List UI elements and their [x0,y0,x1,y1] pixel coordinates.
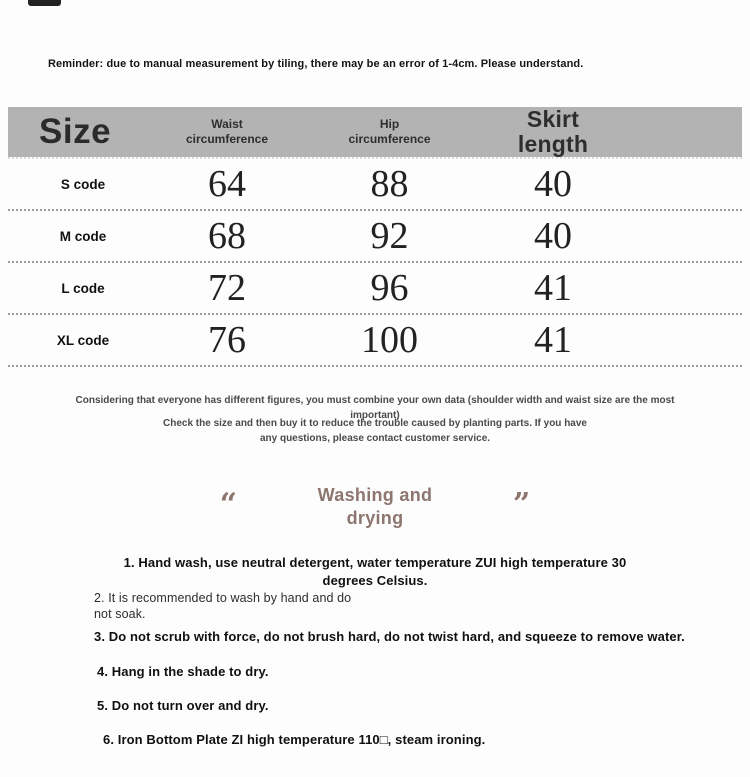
size-table [8,107,742,367]
table-row-s [8,159,742,211]
skirt-value: 41 [534,267,572,309]
washing-item-3: 3. Do not scrub with force, do not brush hard, do not twist hard, and squeeze to remove water. [94,629,685,644]
table-row-xl [8,315,742,367]
washing-item-6: 6. Iron Bottom Plate ZI high temperature 110□, steam ironing. [103,732,486,747]
header-hip-column: Hip circumference [348,116,431,147]
sizing-note-2: Check the size and then buy it to reduce the trouble caused by planting parts. If you have any questions, please contact customer service. [163,418,587,444]
waist-value: 68 [208,215,246,257]
washing-item-2: 2. It is recommended to wash by hand and do not soak. [94,591,352,622]
row-label: L code [61,280,105,296]
hip-value: 100 [361,319,418,361]
waist-value: 64 [208,163,246,205]
sizing-note-1: Considering that everyone has different figures, you must combine your own data (shoulder width and waist size are the most important) [75,395,675,421]
waist-value: 76 [208,319,246,361]
skirt-value: 41 [534,319,572,361]
waist-value: 72 [208,267,246,309]
row-label: S code [60,176,106,192]
washing-title: Washing and drying [317,485,433,528]
table-row-l [8,263,742,315]
hip-value: 92 [370,215,409,257]
header-waist-column: Waist circumference [185,116,269,147]
size-table-body [8,157,742,367]
hip-value: 96 [370,267,409,309]
washing-item-5: 5. Do not turn over and dry. [97,698,269,713]
hip-value: 88 [370,163,409,205]
row-label: M code [59,228,107,244]
reminder-text: Reminder: due to manual measurement by tiling, there may be an error of 1-4cm. Please understand. [48,58,584,70]
table-row-m [8,211,742,263]
open-quote-icon: “ [219,487,237,522]
header-skirt-column: Skirt length [517,106,589,158]
size-table-header [8,107,742,157]
header-size-label: Size [39,112,112,152]
close-quote-icon: ” [513,487,531,522]
row-label: XL code [56,332,110,348]
cutoff-tag [28,0,61,6]
washing-item-4: 4. Hang in the shade to dry. [97,664,269,679]
washing-section-heading [0,484,750,529]
skirt-value: 40 [534,215,572,257]
skirt-value: 40 [534,163,572,205]
washing-item-1: 1. Hand wash, use neutral detergent, water temperature ZUI high temperature 30 degrees Celsius. [123,555,627,588]
